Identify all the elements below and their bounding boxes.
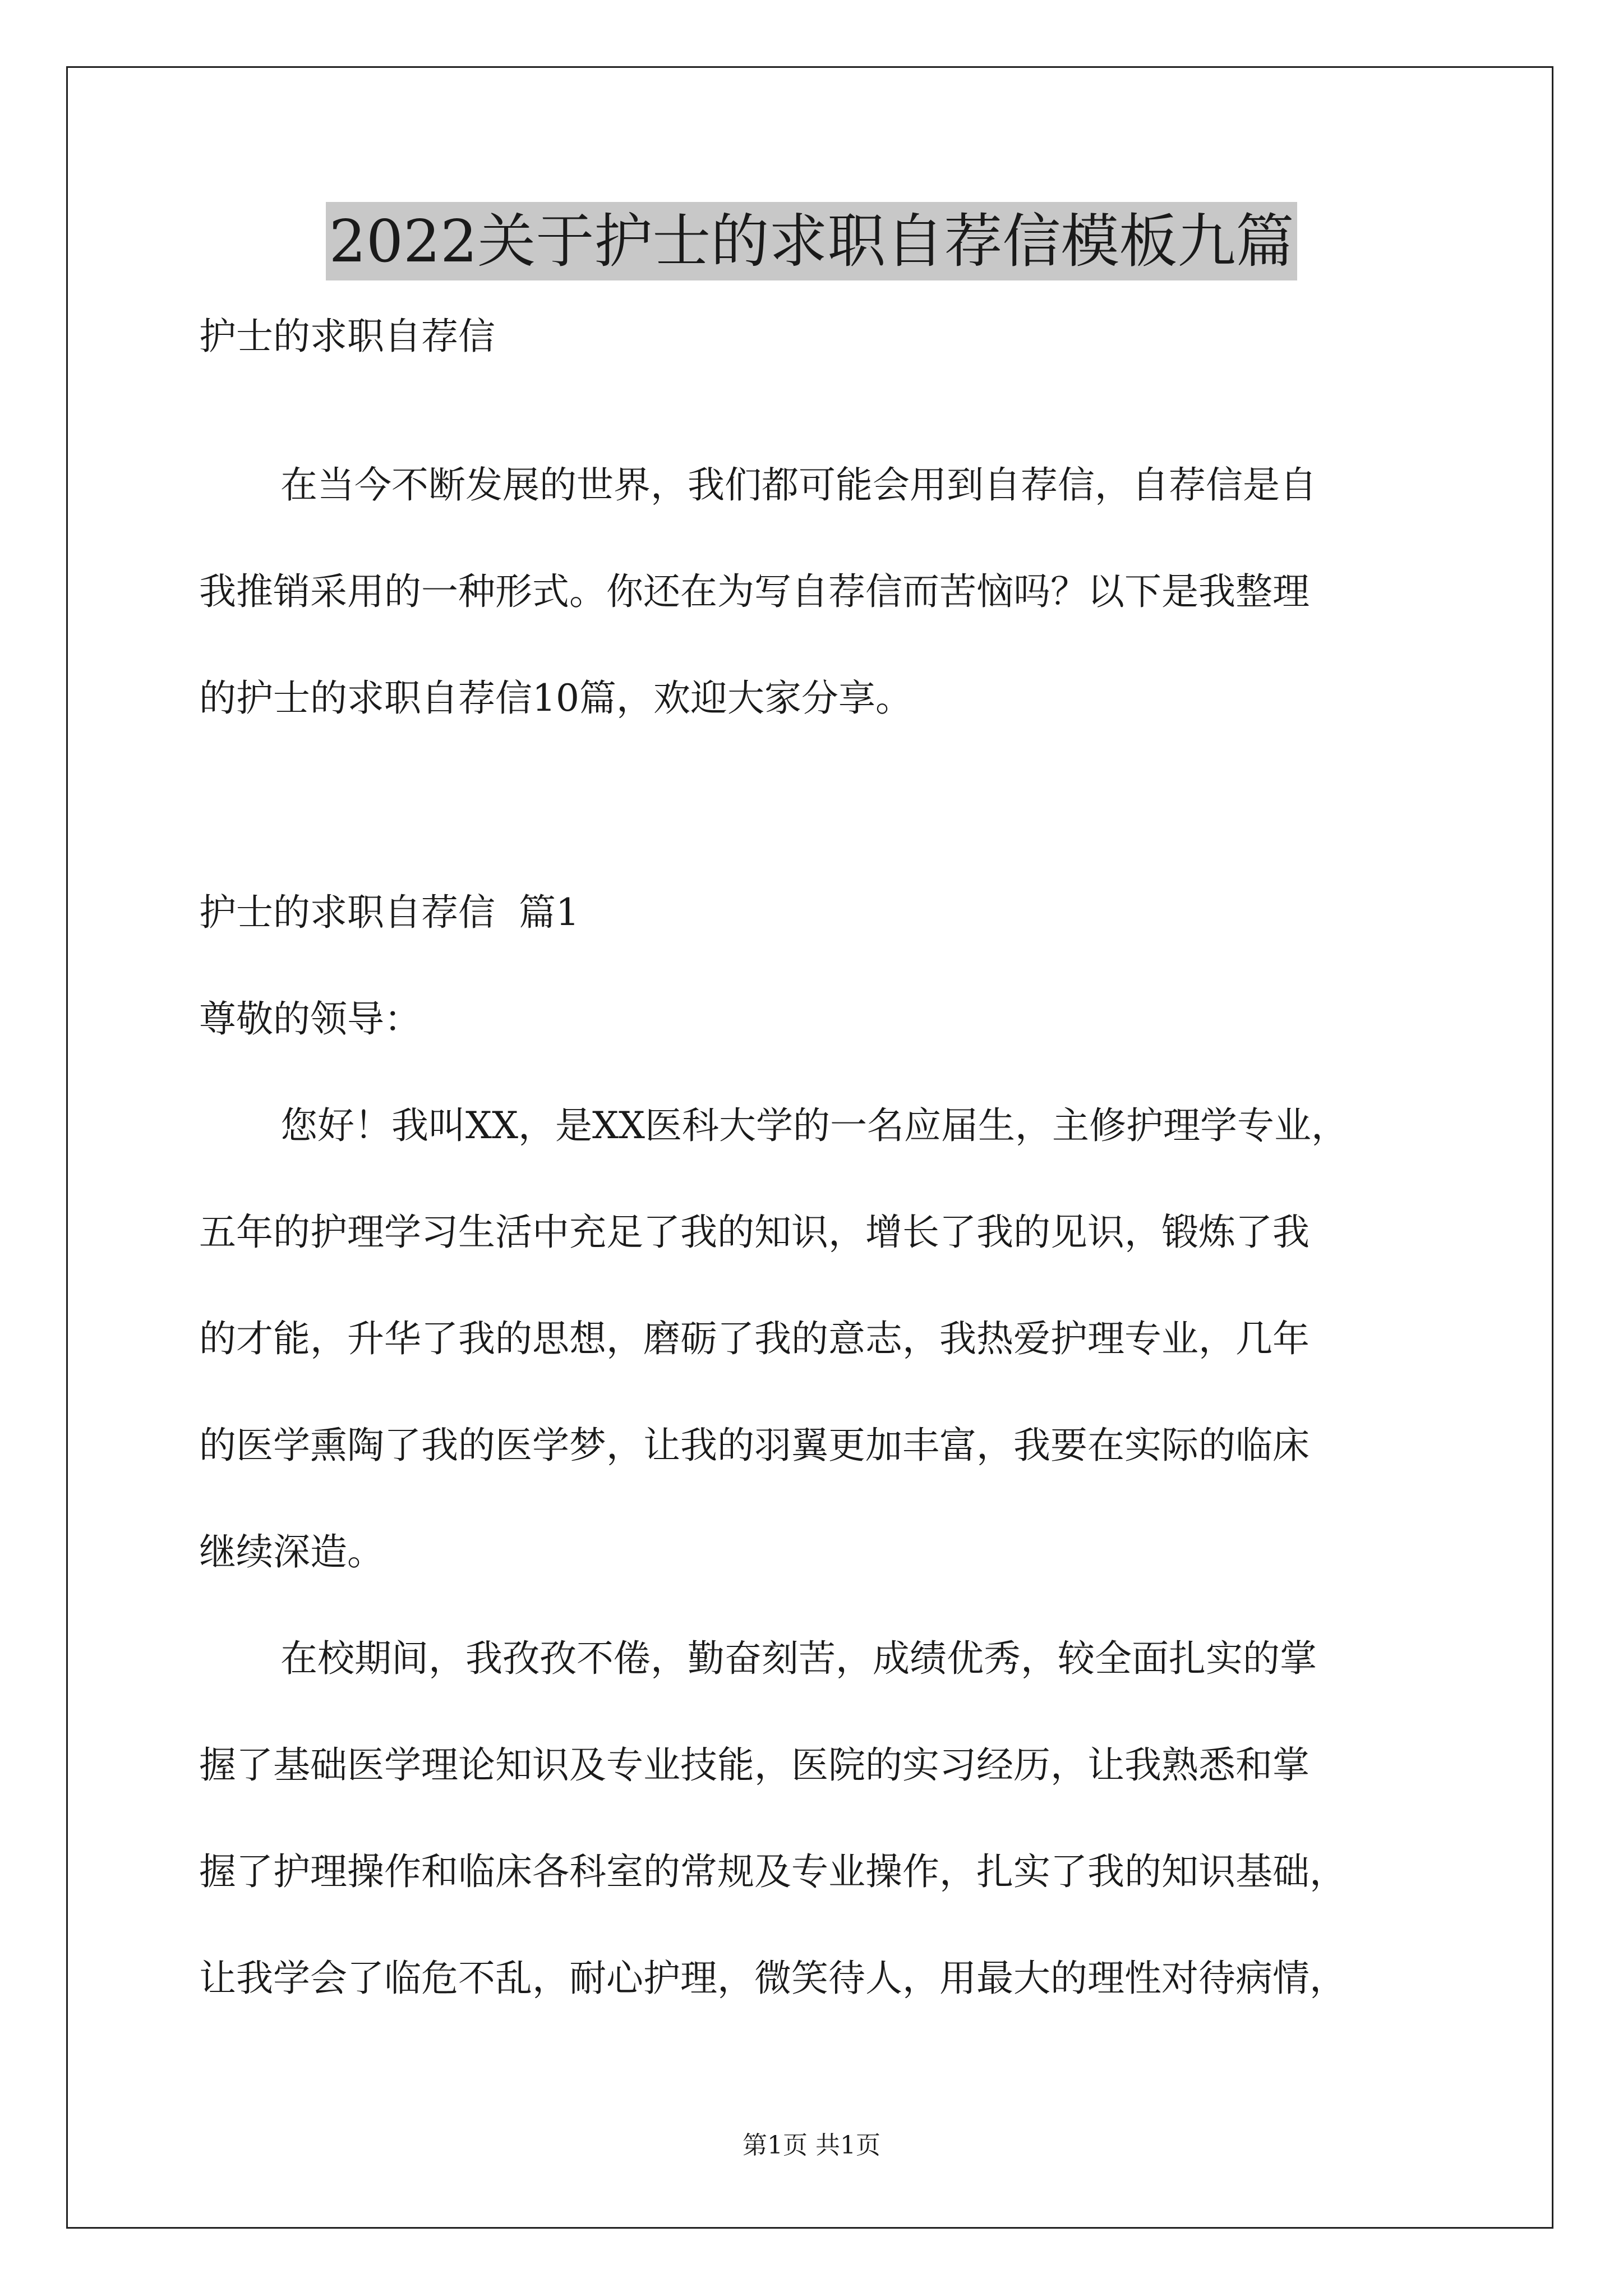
body-paragraph-line: 的医学熏陶了我的医学梦，让我的羽翼更加丰富，我要在实际的临床 bbox=[199, 1424, 1310, 1467]
body-paragraph-line: 在校期间，我孜孜不倦，勤奋刻苦，成绩优秀，较全面扎实的掌 bbox=[280, 1637, 1317, 1680]
intro-paragraph-line: 的护士的求职自荐信10篇，欢迎大家分享。 bbox=[199, 677, 912, 720]
document-title bbox=[0, 202, 1623, 292]
body-paragraph-line: 让我学会了临危不乱，耐心护理，微笑待人，用最大的理性对待病情， bbox=[199, 1957, 1347, 2000]
page-number-footer: 第1页 共1页 bbox=[743, 2131, 880, 2160]
intro-paragraph-line: 在当今不断发展的世界，我们都可能会用到自荐信，自荐信是自 bbox=[280, 463, 1317, 507]
letter-heading: 护士的求职自荐信 篇1 bbox=[199, 891, 579, 934]
body-paragraph-line: 握了护理操作和临床各科室的常规及专业操作，扎实了我的知识基础， bbox=[199, 1850, 1347, 1893]
document-title-text: 2022关于护士的求职自荐信模板九篇 bbox=[326, 202, 1298, 280]
salutation: 尊敬的领导： bbox=[199, 997, 421, 1041]
body-paragraph-line: 握了基础医学理论知识及专业技能，医院的实习经历，让我熟悉和掌 bbox=[199, 1743, 1310, 1787]
body-paragraph-line: 的才能，升华了我的思想，磨砺了我的意志，我热爱护理专业，几年 bbox=[199, 1317, 1310, 1360]
body-paragraph-line: 您好！我叫XX，是XX医科大学的一名应届生，主修护理学专业， bbox=[280, 1104, 1348, 1147]
intro-paragraph-line: 我推销采用的一种形式。你还在为写自荐信而苦恼吗？以下是我整理 bbox=[199, 570, 1310, 613]
body-paragraph-line: 五年的护理学习生活中充足了我的知识，增长了我的见识，锻炼了我 bbox=[199, 1211, 1310, 1254]
section-heading: 护士的求职自荐信 bbox=[199, 315, 495, 358]
body-paragraph-line: 继续深造。 bbox=[199, 1530, 384, 1573]
